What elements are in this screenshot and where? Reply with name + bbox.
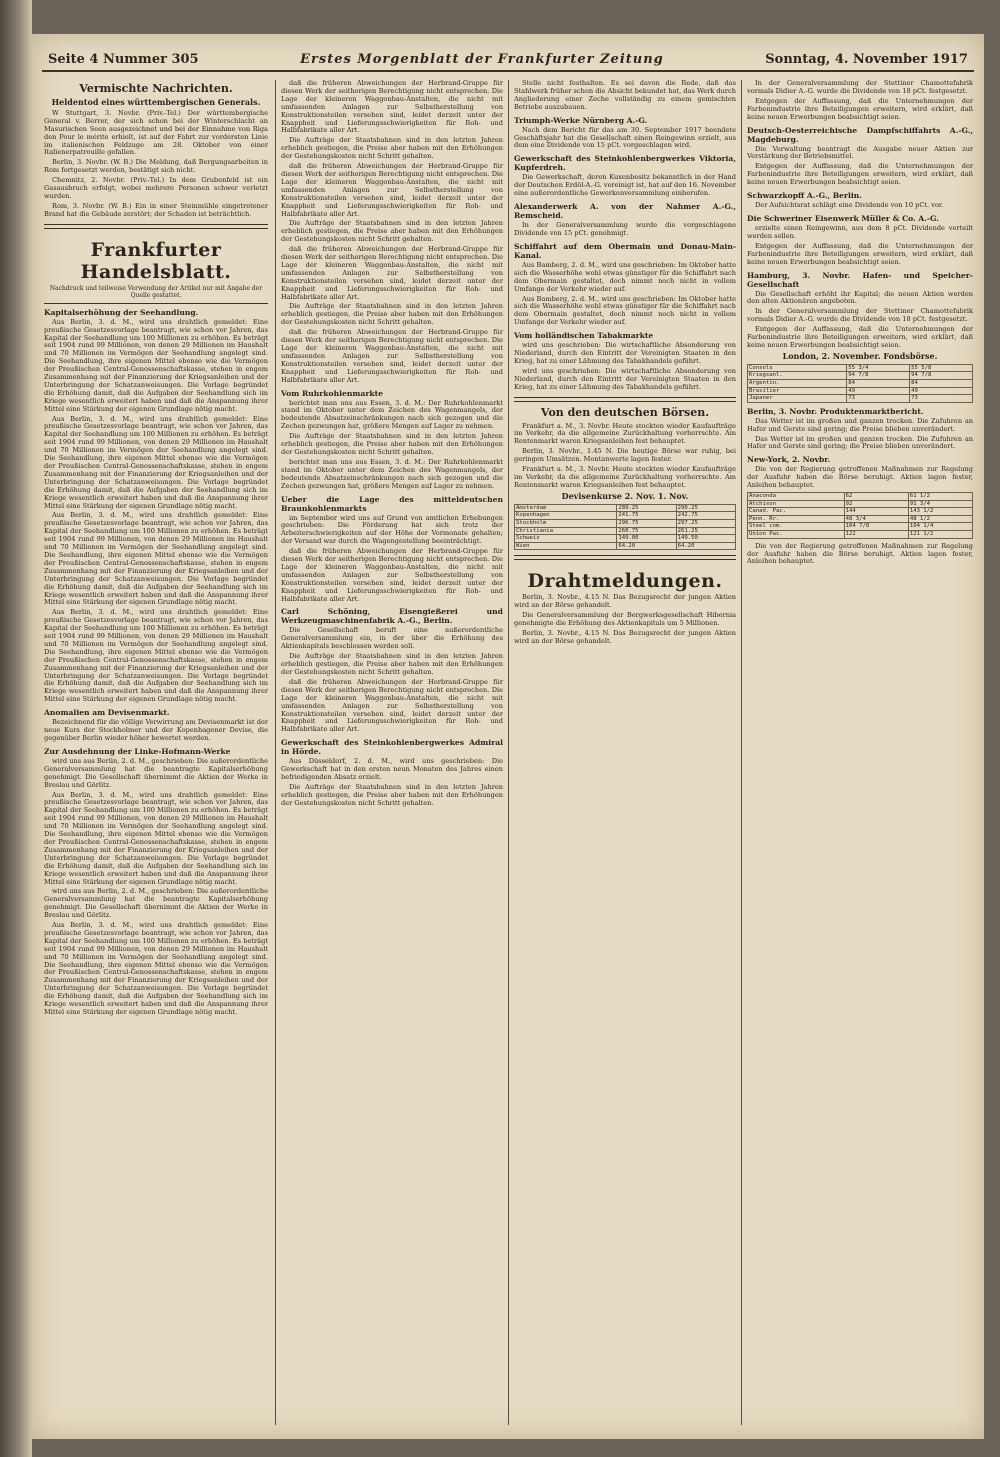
- article-paragraph: Die Verwaltung beantragt die Ausgabe neuer Aktien zur Verstärkung der Betriebsmittel.: [747, 144, 973, 161]
- table-cell: 260.75: [617, 527, 676, 535]
- table-cell: 55 3/4: [847, 364, 910, 372]
- table-cell: 149.00: [617, 535, 676, 543]
- section-divider: [514, 397, 736, 402]
- table-cell: 261.25: [676, 527, 735, 535]
- article-paragraph: Die Aufträge der Staatsbahnen sind in den letzten Jahren erheblich gestiegen, die Preise aber haben mit den Erhöhungen der Gestehungskosten nicht Schritt gehalten.: [281, 652, 503, 676]
- drahtmeldungen-title: Drahtmeldungen.: [527, 570, 723, 593]
- article-paragraph: Entgegen der Auffassung, daß die Unternehmungen der Farbenindustrie ihre Beteiligungen erweitern, wird erklärt, daß keine neuen Erwerbungen beabsichtigt seien.: [747, 241, 973, 266]
- column-rule: [508, 80, 509, 1425]
- article-heading: Vom Ruhrkohlenmarkte: [281, 388, 383, 398]
- section-divider: [44, 224, 268, 229]
- table-cell: 104 7/8: [844, 523, 908, 531]
- table-cell: 91 3/4: [908, 500, 972, 508]
- article-heading: Berlin, 3. Novbr. Produktenmarktbericht.: [747, 406, 924, 416]
- article-paragraph: Das Wetter ist im großen und ganzen trocken. Die Zufuhren an Hafer und Gerste sind gering; die Preise blieben unverändert.: [747, 416, 973, 433]
- table-cell: 290.25: [676, 504, 735, 512]
- article-paragraph: W Stuttgart, 3. Novbr. (Priv.-Tel.) Der württembergische General v. Berrer, der sich schon bei der Winterschlacht an Masurischen Seen ausgezeichnet und bei der Einnahme von Riga den Pour le mérite erhielt, ist auf der Fahrt zur vordersten Linie im italienischen Feldzuge am 28. Oktober von einer Italienerpatrouille gefallen.: [44, 108, 268, 157]
- article-heading: Vom holländischen Tabakmarkte: [514, 331, 654, 341]
- table-row: [748, 500, 973, 508]
- table-cell: Canad. Pac.: [748, 508, 845, 516]
- article-heading: Ueber die Lage des mitteldeutschen Braunkohlenmarkts: [281, 494, 503, 513]
- table-row: [748, 395, 973, 403]
- table-cell: Brasilier: [748, 387, 847, 395]
- article-paragraph: Die von der Regierung getroffenen Maßnahmen zur Regelung der Ausfuhr haben die Börse beruhigt. Aktien lagen fester, Anleihen behauptet.: [747, 465, 973, 490]
- table-cell: Amsterdam: [515, 504, 617, 512]
- table-cell: 149.50: [676, 535, 735, 543]
- article-paragraph: Aus Berlin, 3. d. M., wird uns drahtlich gemeldet: Eine preußische Gesetzesvorlage beantragt, wie schon vor Jahren, das Kapital der Seehandlung um 100 Millionen zu erhöhen. Es beträgt seit 1904 rund 99 Millionen, von denen 29 Millionen im Haushalt und 70 Millionen im Vermögen der Seehandlung angelegt sind. Die Seehandlung, ihre eigenen Mittel ebenso wie die Vermögen der Preußischen Central-Genossenschaftskasse, stehen in engem Zusammenhang mit der Finanzierung der Kriegsanleihen und der Unterbringung der Schatzanweisungen. Die Vorlage begründet die Erhöhung damit, daß die Aufgaben der Seehandlung sich im Kriege wesentlich erweitert haben und daß die Anspannung ihrer Mittel eine Stärkung der eigenen Grundlage nötig macht.: [44, 414, 268, 510]
- table-cell: 143 1/2: [908, 508, 972, 516]
- article-paragraph: Die Gesellschaft erhöht ihr Kapital; die neuen Aktien werden den alten Aktionären angeboten.: [747, 289, 973, 306]
- article-paragraph: Die Aufträge der Staatsbahnen sind in den letzten Jahren erheblich gestiegen, die Preise aber haben mit den Erhöhungen der Gestehungskosten nicht Schritt gehalten.: [281, 136, 503, 161]
- table-cell: Kriegsanl.: [748, 372, 847, 380]
- table-cell: Schweiz: [515, 535, 617, 543]
- article-paragraph: Aus Berlin, 3. d. M., wird uns drahtlich gemeldet: Eine preußische Gesetzesvorlage beantragt, wie schon vor Jahren, das Kapital der Seehandlung um 100 Millionen zu erhöhen. Es beträgt seit 1904 rund 99 Millionen, von denen 29 Millionen im Haushalt und 70 Millionen im Vermögen der Seehandlung angelegt sind. Die Seehandlung, ihre eigenen Mittel ebenso wie die Vermögen der Preußischen Central-Genossenschaftskasse, stehen in engem Zusammenhang mit der Finanzierung der Kriegsanleihen und der Unterbringung der Schatzanweisungen. Die Vorlage begründet die Erhöhung damit, daß die Aufgaben der Seehandlung sich im Kriege wesentlich erweitert haben und daß die Anspannung ihrer Mittel eine Stärkung der eigenen Grundlage nötig macht.: [44, 317, 268, 413]
- article-paragraph: Aus Berlin, 3. d. M., wird uns drahtlich gemeldet: Eine preußische Gesetzesvorlage beantragt, wie schon vor Jahren, das Kapital der Seehandlung um 100 Millionen zu erhöhen. Es beträgt seit 1904 rund 99 Millionen, von denen 29 Millionen im Haushalt und 70 Millionen im Vermögen der Seehandlung angelegt sind. Die Seehandlung, ihre eigenen Mittel ebenso wie die Vermögen der Preußischen Central-Genossenschaftskasse, stehen in engem Zusammenhang mit der Finanzierung der Kriegsanleihen und der Unterbringung der Schatzanweisungen. Die Vorlage begründet die Erhöhung damit, daß die Aufgaben der Seehandlung sich im Kriege wesentlich erweitert haben und daß die Anspannung ihrer Mittel eine Stärkung der eigenen Grundlage nötig macht.: [44, 511, 268, 607]
- article-paragraph: Berlin, 3. Novbr., 4.15 N. Das Bezugsrecht der jungen Aktien wird an der Börse gehandelt.: [514, 593, 736, 610]
- handelsblatt-title: Frankfurter Handelsblatt.: [80, 238, 232, 283]
- table-cell: 84: [847, 379, 910, 387]
- table-row: [515, 527, 736, 535]
- article-paragraph: wird uns geschrieben: Die wirtschaftliche Absonderung von Niederland, durch den Eintritt der Vereinigten Staaten in den Krieg, hat zu einer Lähmung des Tabakhandels geführt.: [514, 341, 736, 365]
- article-paragraph: daß die früheren Abweichungen der Herbrand-Gruppe für diesen Werk der seitherigen Berechtigung nicht entsprechen. Die Lage der kleineren Waggonbau-Anstalten, die nicht mit umfassenden Anlagen zur Selbstherstellung von Konstruktionsteilen versehen sind, leidet derzeit unter der Knappheit und Lieferungsschwierigkeiten für Roh- und Halbfabrikate aller Art.: [281, 328, 503, 384]
- article-heading: New-York, 2. Novbr.: [747, 455, 831, 465]
- column-rule: [275, 80, 276, 1425]
- table-cell: 242.75: [676, 512, 735, 520]
- book-binding-edge: [0, 0, 32, 1457]
- article-paragraph: Aus Bamberg, 2. d. M., wird uns geschrieben: Im Oktober hatte sich die Wasserhöhe wohl etwas günstiger für die Schiffahrt nach dem Obermain gestaltet, doch nimmt noch nicht in vollem Umfange der Verkehr wieder auf.: [514, 260, 736, 293]
- table-cell: Wien: [515, 542, 617, 550]
- table-cell: 64.20: [676, 542, 735, 550]
- london-table: [747, 364, 973, 403]
- section-title: Vermischte Nachrichten.: [79, 82, 233, 95]
- table-cell: 241.75: [617, 512, 676, 520]
- table-cell: 49: [910, 387, 973, 395]
- article-paragraph: Chemnitz, 2. Novbr. (Priv.-Tel.) In dem Grubenfeld ist ein Gasausbruch erfolgt, wobei mehrere Personen schwer verletzt wurden.: [44, 176, 268, 200]
- table-cell: Christiania: [515, 527, 617, 535]
- devisen-table-title: Devisenkurse 2. Nov. 1. Nov.: [561, 490, 689, 501]
- article-paragraph: daß die früheren Abweichungen der Herbrand-Gruppe für diesen Werk der seitherigen Berechtigung nicht entsprechen. Die Lage der kleineren Waggonbau-Anstalten, die nicht mit umfassenden Anlagen zur Selbstherstellung von Konstruktionsteilen versehen sind, leidet derzeit unter der Knappheit und Lieferungsschwierigkeiten für Roh- und Halbfabrikate aller Art.: [281, 677, 503, 734]
- divider: [44, 303, 268, 304]
- newspaper-page: [32, 34, 984, 1439]
- article-paragraph: Frankfurt a. M., 3. Novbr. Heute stockten wieder Kaufaufträge im Verkehr, da die allgemeine Zurückhaltung vorherrschte. Am Rentenmarkt waren Kriegsanleihen fest behauptet.: [514, 465, 736, 489]
- table-row: [515, 504, 736, 512]
- article-paragraph: Das Wetter ist im großen und ganzen trocken. Die Zufuhren an Hafer und Gerste sind gering; die Preise blieben unverändert.: [747, 434, 973, 451]
- article-heading: Deutsch-Oesterreichische Dampfschiffahrts A.-G., Magdeburg.: [747, 125, 973, 144]
- article-paragraph: Berlin, 3. Novbr. (W. B.) Die Meldung, daß Bergungsarbeiten in Rom fortgesetzt werden, bestätigt sich nicht.: [44, 158, 268, 175]
- article-paragraph: Berlin, 3. Novbr., 1.45 N. Die heutige Börse war ruhig, bei geringen Umsätzen. Montanwerte lagen fester.: [514, 447, 736, 464]
- table-cell: 297.25: [676, 519, 735, 527]
- column-rule: [741, 80, 742, 1425]
- table-cell: 92: [844, 500, 908, 508]
- table-cell: 64.20: [617, 542, 676, 550]
- article-paragraph: im September wird uns auf Grund von amtlichen Erhebungen geschrieben: Die Förderung hat sich trotz der Arbeiterschwierigkeiten auf der Höhe der Vormonate gehalten; der Versand war durch die Wagengestellung beeinträchtigt.: [281, 513, 503, 546]
- article-paragraph: daß die früheren Abweichungen der Herbrand-Gruppe für diesen Werk der seitherigen Berechtigung nicht entsprechen. Die Lage der kleineren Waggonbau-Anstalten, die nicht mit umfassenden Anlagen zur Selbstherstellung von Konstruktionsteilen versehen sind, leidet derzeit unter der Knappheit und Lieferungsschwierigkeiten für Roh- und Halbfabrikate aller Art.: [281, 162, 503, 218]
- table-cell: 296.75: [617, 519, 676, 527]
- table-cell: 84: [910, 379, 973, 387]
- table-row: [748, 379, 973, 387]
- article-paragraph: Die Gewerkschaft, deren Kuxenbesitz bekanntlich in der Hand der Deutschen Erdöl-A.-G. vereinigt ist, hat auf den 16. November eine außerordentliche Gewerkenversammlung einberufen.: [514, 173, 736, 198]
- article-subtitle: Heldentod eines württembergischen Generals.: [51, 97, 261, 107]
- article-paragraph: Die von der Regierung getroffenen Maßnahmen zur Regelung der Ausfuhr haben die Börse beruhigt. Aktien lagen fester, Anleihen behauptet.: [747, 541, 973, 566]
- table-cell: 289.25: [617, 504, 676, 512]
- article-paragraph: Die Generalversammlung der Bergwerksgesellschaft Hibernia genehmigte die Erhöhung des Aktienkapitals um 5 Millionen.: [514, 611, 736, 627]
- table-row: [748, 531, 973, 539]
- article-heading: Gewerkschaft des Steinkohlenbergwerkes Admiral in Hörde.: [281, 738, 503, 757]
- article-paragraph: berichtet man uns aus Essen, 3. d. M.: Der Ruhrkohlenmarkt stand im Oktober unter dem Zeichen des Wagenmangels, der bedeutende Absatzeinschränkungen nach sich gezogen und die Zechen gezwungen hat, größere Mengen auf Lager zu nehmen.: [281, 398, 503, 431]
- table-cell: 94 7/8: [910, 372, 973, 380]
- article-heading: Kapitalserhöhung der Seehandlung.: [44, 307, 199, 317]
- article-heading: Hamburg, 3. Novbr. Hafen- und Speicher-Gesellschaft: [747, 270, 973, 289]
- header-title: Erstes Morgenblatt der Frankfurter Zeitung: [300, 52, 664, 67]
- article-paragraph: erzielte einen Reingewinn, aus dem 8 pCt. Dividende verteilt werden sollen.: [747, 223, 973, 240]
- article-heading: Alexanderwerk A. von der Nahmer A.-G., Remscheid.: [514, 202, 736, 221]
- table-row: [748, 508, 973, 516]
- article-paragraph: Aus Berlin, 3. d. M., wird uns drahtlich gemeldet: Eine preußische Gesetzesvorlage beantragt, wie schon vor Jahren, das Kapital der Seehandlung um 100 Millionen zu erhöhen. Es beträgt seit 1904 rund 99 Millionen, von denen 29 Millionen im Haushalt und 70 Millionen im Vermögen der Seehandlung angelegt sind. Die Seehandlung, ihre eigenen Mittel ebenso wie die Vermögen der Preußischen Central-Genossenschaftskasse, stehen in engem Zusammenhang mit der Finanzierung der Kriegsanleihen und der Unterbringung der Schatzanweisungen. Die Vorlage begründet die Erhöhung damit, daß die Aufgaben der Seehandlung sich im Kriege wesentlich erweitert haben und daß die Anspannung ihrer Mittel eine Stärkung der eigenen Grundlage nötig macht.: [44, 790, 268, 886]
- reprint-notice: Nachdruck und teilweise Verwendung der Artikel nur mit Angabe der Quelle gestattet.: [49, 284, 263, 299]
- table-row: [748, 515, 973, 523]
- article-paragraph: daß die früheren Abweichungen der Herbrand-Gruppe für diesen Werk der seitherigen Berechtigung nicht entsprechen. Die Lage der kleineren Waggonbau-Anstalten, die nicht mit umfassenden Anlagen zur Selbstherstellung von Konstruktionsteilen versehen sind, leidet derzeit unter der Knappheit und Lieferungsschwierigkeiten für Roh- und Halbfabrikate aller Art.: [281, 80, 503, 135]
- table-cell: 62: [844, 493, 908, 501]
- article-paragraph: Aus Berlin, 3. d. M., wird uns drahtlich gemeldet: Eine preußische Gesetzesvorlage beantragt, wie schon vor Jahren, das Kapital der Seehandlung um 100 Millionen zu erhöhen. Es beträgt seit 1904 rund 99 Millionen, von denen 29 Millionen im Haushalt und 70 Millionen im Vermögen der Seehandlung angelegt sind. Die Seehandlung, ihre eigenen Mittel ebenso wie die Vermögen der Preußischen Central-Genossenschaftskasse, stehen in engem Zusammenhang mit der Finanzierung der Kriegsanleihen und der Unterbringung der Schatzanweisungen. Die Vorlage begründet die Erhöhung damit, daß die Aufgaben der Seehandlung sich im Kriege wesentlich erweitert haben und daß die Anspannung ihrer Mittel eine Stärkung der eigenen Grundlage nötig macht.: [44, 921, 268, 1016]
- table-row: [748, 387, 973, 395]
- column-1: [44, 80, 268, 1427]
- article-paragraph: Entgegen der Auffassung, daß die Unternehmungen der Farbenindustrie ihre Beteiligungen erweitern, wird erklärt, daß keine neuen Erwerbungen beabsichtigt seien.: [747, 162, 973, 187]
- article-heading: Gewerkschaft des Steinkohlenbergwerkes Viktoria, Kupferdreh.: [514, 154, 736, 173]
- article-paragraph: Die Aufträge der Staatsbahnen sind in den letzten Jahren erheblich gestiegen, die Preise aber haben mit den Erhöhungen der Gestehungskosten nicht Schritt gehalten.: [281, 302, 503, 327]
- article-paragraph: Stelle nicht festhalten. Es sei davon die Rede, daß das Stahlwerk früher schon die Absicht bekundet hat, das Werk durch Angliederung einer Zeche vollständig zu einem gemischten Betriebe auszubauen.: [514, 80, 736, 111]
- table-cell: 104 1/4: [908, 523, 972, 531]
- article-paragraph: Entgegen der Auffassung, daß die Unternehmungen der Farbenindustrie ihre Beteiligungen erweitern, wird erklärt, daß keine neuen Erwerbungen beabsichtigt seien.: [747, 325, 973, 349]
- table-cell: Penn. Rr.: [748, 515, 845, 523]
- article-paragraph: daß die früheren Abweichungen der Herbrand-Gruppe für diesen Werk der seitherigen Berechtigung nicht entsprechen. Die Lage der kleineren Waggonbau-Anstalten, die nicht mit umfassenden Anlagen zur Selbstherstellung von Konstruktionsteilen versehen sind, leidet derzeit unter der Knappheit und Lieferungsschwierigkeiten für Roh- und Halbfabrikate aller Art.: [281, 547, 503, 603]
- table-cell: 73: [910, 395, 973, 403]
- article-heading: Die Schweriner Eisenwerk Müller & Co. A.-G.: [747, 213, 939, 223]
- table-cell: 94 7/8: [847, 372, 910, 380]
- header-date: Sonntag, 4. November 1917: [765, 52, 968, 67]
- london-table-title: London, 2. November. Fondsbörse.: [782, 350, 938, 361]
- article-paragraph: wird uns geschrieben: Die wirtschaftliche Absonderung von Niederland, durch den Eintritt der Vereinigten Staaten in den Krieg, hat zu einer Lähmung des Tabakhandels geführt.: [514, 366, 736, 391]
- article-heading: Schiffahrt auf dem Obermain und Donau-Main-Kanal.: [514, 241, 736, 260]
- article-paragraph: Nach dem Bericht für das am 30. September 1917 beendete Geschäftsjahr hat die Gesellschaft einen Reingewinn erzielt, aus dem eine Dividende von 15 pCt. vorgeschlagen wird.: [514, 125, 736, 150]
- article-paragraph: wird uns aus Berlin, 2. d. M., geschrieben: Die außerordentliche Generalversammlung hat die beantragte Kapitalserhöhung genehmigt. Die Gesellschaft übernimmt die Aktien der Werke in Breslau und Görlitz.: [44, 887, 268, 920]
- table-row: [748, 372, 973, 380]
- article-paragraph: Entgegen der Auffassung, daß die Unternehmungen der Farbenindustrie ihre Beteiligungen erweitern, wird erklärt, daß keine neuen Erwerbungen beabsichtigt seien.: [747, 96, 973, 121]
- table-row: [748, 493, 973, 501]
- table-cell: Union Pac.: [748, 531, 845, 539]
- article-heading: Schwarzkopff A.-G., Berlin.: [747, 191, 862, 201]
- table-cell: 55 5/8: [910, 364, 973, 372]
- table-row: [748, 523, 973, 531]
- table-cell: Consols: [748, 364, 847, 372]
- table-row: [515, 542, 736, 550]
- article-paragraph: daß die früheren Abweichungen der Herbrand-Gruppe für diesen Werk der seitherigen Berechtigung nicht entsprechen. Die Lage der kleineren Waggonbau-Anstalten, die nicht mit umfassenden Anlagen zur Selbstherstellung von Konstruktionsteilen versehen sind, leidet derzeit unter der Knappheit und Lieferungsschwierigkeiten für Roh- und Halbfabrikate aller Art.: [281, 245, 503, 301]
- article-paragraph: In der Generalversammlung der Stettiner Chamottefabrik vormals Didier A.-G. wurde die Dividende von 18 pCt. festgesetzt.: [747, 80, 973, 95]
- article-paragraph: berichtet man uns aus Essen, 3. d. M.: Der Ruhrkohlenmarkt stand im Oktober unter dem Zeichen des Wagenmangels, der bedeutende Absatzeinschränkungen nach sich gezogen und die Zechen gezwungen hat, größere Mengen auf Lager zu nehmen.: [281, 457, 503, 490]
- article-paragraph: Aus Bamberg, 2. d. M., wird uns geschrieben: Im Oktober hatte sich die Wasserhöhe wohl etwas günstiger für die Schiffahrt nach dem Obermain gestaltet, doch nimmt noch nicht in vollem Umfange der Verkehr wieder auf.: [514, 294, 736, 327]
- article-paragraph: Bezeichnend für die völlige Verwirrung am Devisenmarkt ist der neue Kurs der Stockholmer und der Kopenhagener Devise, die gegenüber Berlin wieder höher bewertet werden.: [44, 718, 268, 742]
- article-paragraph: Die Aufträge der Staatsbahnen sind in den letzten Jahren erheblich gestiegen, die Preise aber haben mit den Erhöhungen der Gestehungskosten nicht Schritt gehalten.: [281, 219, 503, 244]
- column-2: [281, 80, 503, 1427]
- article-paragraph: Die Gesellschaft beruft eine außerordentliche Generalversammlung ein, in der über die Erhöhung des Aktienkapitals beschlossen werden soll.: [281, 626, 503, 651]
- article-paragraph: Die Aufträge der Staatsbahnen sind in den letzten Jahren erheblich gestiegen, die Preise aber haben mit den Erhöhungen der Gestehungskosten nicht Schritt gehalten.: [281, 432, 503, 456]
- page-header: [42, 50, 974, 72]
- table-row: [515, 512, 736, 520]
- devisen-table: [514, 504, 736, 551]
- header-page-number: Seite 4 Nummer 305: [48, 52, 199, 67]
- article-heading: Carl Schöning, Eisengießerei und Werkzeugmaschinenfabrik A.-G., Berlin.: [281, 607, 503, 626]
- table-cell: 48 1/2: [908, 515, 972, 523]
- table-row: [515, 535, 736, 543]
- column-4: [747, 80, 973, 1427]
- table-cell: Japaner: [748, 395, 847, 403]
- table-cell: Atchison: [748, 500, 845, 508]
- article-paragraph: In der Generalversammlung der Stettiner Chamottefabrik vormals Didier A.-G. wurde die Dividende von 18 pCt. festgesetzt.: [747, 307, 973, 324]
- article-heading: Zur Ausdehnung der Linke-Hofmann-Werke: [44, 746, 231, 756]
- article-paragraph: wird uns aus Berlin, 2. d. M., geschrieben: Die außerordentliche Generalversammlung hat die beantragte Kapitalserhöhung genehmigt. Die Gesellschaft übernimmt die Aktien der Werke in Breslau und Görlitz.: [44, 756, 268, 789]
- article-paragraph: Die Aufträge der Staatsbahnen sind in den letzten Jahren erheblich gestiegen, die Preise aber haben mit den Erhöhungen der Gestehungskosten nicht Schritt gehalten.: [281, 782, 503, 807]
- table-cell: 49: [847, 387, 910, 395]
- table-cell: 122: [844, 531, 908, 539]
- article-paragraph: Rom, 3. Novbr. (W. B.) Ein in einer Steinmühle eingetretener Brand hat die Gebäude zerstört; der Schaden ist beträchtlich.: [44, 201, 268, 218]
- table-cell: Anaconda: [748, 493, 845, 501]
- table-cell: 48 3/4: [844, 515, 908, 523]
- table-cell: Kopenhagen: [515, 512, 617, 520]
- article-paragraph: Der Aufsichtsrat schlägt eine Dividende von 10 pCt. vor.: [755, 201, 944, 210]
- article-heading: Triumph-Werke Nürnberg A.-G.: [514, 115, 648, 125]
- newyork-table: [747, 492, 973, 539]
- boersen-title: Von den deutschen Börsen.: [540, 405, 710, 419]
- table-cell: Argentin.: [748, 379, 847, 387]
- table-cell: 73: [847, 395, 910, 403]
- table-cell: 61 1/2: [908, 493, 972, 501]
- article-paragraph: Berlin, 3. Novbr., 4.15 N. Das Bezugsrecht der jungen Aktien wird an der Börse gehandelt.: [514, 628, 736, 645]
- table-cell: Steel com.: [748, 523, 845, 531]
- column-3: [514, 80, 736, 1427]
- table-row: [515, 519, 736, 527]
- table-cell: Stockholm: [515, 519, 617, 527]
- table-cell: 144: [844, 508, 908, 516]
- article-paragraph: Frankfurt a. M., 3. Novbr. Heute stockten wieder Kaufaufträge im Verkehr, da die allgemeine Zurückhaltung vorherrschte. Am Rentenmarkt waren Kriegsanleihen fest behauptet.: [514, 421, 736, 446]
- table-cell: 121 1/2: [908, 531, 972, 539]
- section-divider: [514, 555, 736, 560]
- article-paragraph: Aus Berlin, 3. d. M., wird uns drahtlich gemeldet: Eine preußische Gesetzesvorlage beantragt, wie schon vor Jahren, das Kapital der Seehandlung um 100 Millionen zu erhöhen. Es beträgt seit 1904 rund 99 Millionen, von denen 29 Millionen im Haushalt und 70 Millionen im Vermögen der Seehandlung angelegt sind. Die Seehandlung, ihre eigenen Mittel ebenso wie die Vermögen der Preußischen Central-Genossenschaftskasse, stehen in engem Zusammenhang mit der Finanzierung der Kriegsanleihen und der Unterbringung der Schatzanweisungen. Die Vorlage begründet die Erhöhung damit, daß die Aufgaben der Seehandlung sich im Kriege wesentlich erweitert haben und daß die Anspannung ihrer Mittel eine Stärkung der eigenen Grundlage nötig macht.: [44, 608, 268, 704]
- table-row: [748, 364, 973, 372]
- article-heading: Anomalien am Devisenmarkt.: [44, 708, 170, 718]
- article-paragraph: In der Generalversammlung wurde die vorgeschlagene Dividende von 15 pCt. genehmigt.: [514, 221, 736, 237]
- article-paragraph: Aus Düsseldorf, 2. d. M., wird uns geschrieben: Die Gewerkschaft hat in den ersten neun Monaten des Jahres einen befriedigenden Absatz erzielt.: [281, 757, 503, 782]
